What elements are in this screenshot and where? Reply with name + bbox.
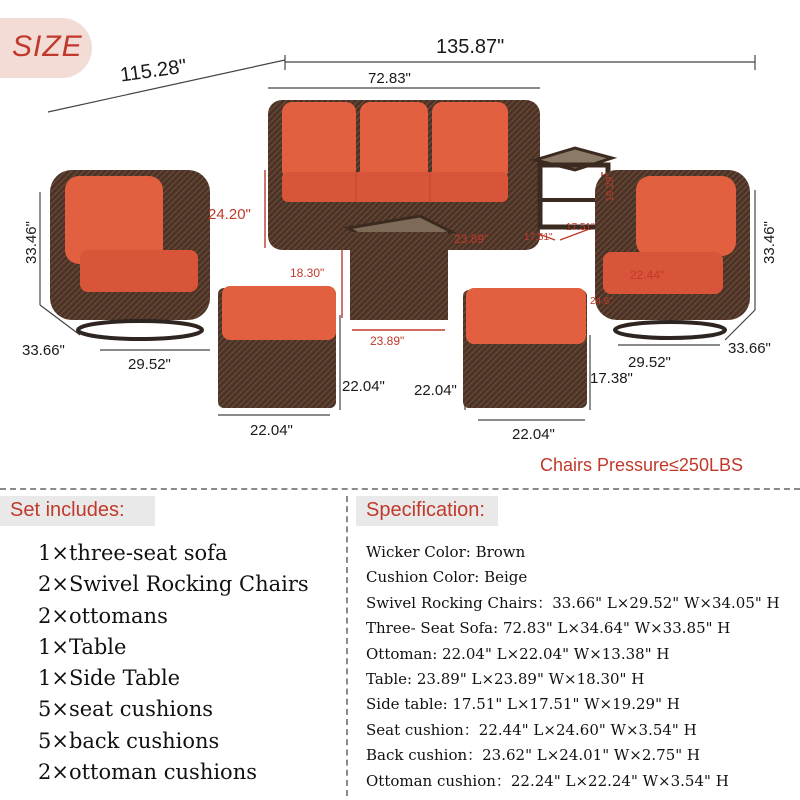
list-item: 5×seat cushions [38,697,214,722]
list-item: 1×Table [38,634,127,659]
list-item: Swivel Rocking Chairs：33.66" L×29.52" W×34.05" H [366,593,780,612]
right-chair-height-label: 33.46" [760,221,778,264]
list-item: Three- Seat Sofa: 72.83" L×34.64" W×33.85" H [366,619,731,638]
chair-seat-height-label: 24.6" [590,296,614,307]
list-item: 1×Side Table [38,666,181,691]
specification-header [356,496,498,526]
sofa-length-label: 72.83" [368,70,411,87]
side-table-height-label: 19.29" [604,173,616,202]
list-item: 2×ottoman cushions [38,760,258,785]
list-item: Wicker Color: Brown [366,543,526,561]
sofa-height-label: 24.20" [208,206,251,223]
list-item: 2×Swivel Rocking Chairs [38,572,309,597]
right-ottoman-width-label: 22.04" [512,426,555,443]
right-ottoman [463,288,587,408]
set-includes-header [0,496,155,526]
chair-seat-width-label: 22.44" [630,268,665,282]
right-chair-depth-label: 33.66" [728,340,771,357]
list-item: 2×ottomans [38,603,168,628]
specification-heading: Specification: [366,499,485,521]
table-width-label: 23.89" [370,334,405,348]
list-item: 5×back cushions [38,728,220,753]
table-height-label: 18.30" [290,266,325,280]
chairs-pressure-note: Chairs Pressure≤250LBS [540,455,743,475]
left-ottoman [218,286,336,408]
right-ottoman-height-label: 17.38" [590,370,633,387]
right-swivel-chair [595,170,750,338]
table-depth-label: 23.89" [454,232,489,246]
specification-list [366,540,780,794]
list-item: Seat cushion：22.44" L×24.60" W×3.54" H [366,720,697,739]
left-chair-depth-label: 33.66" [22,342,65,359]
coffee-table [348,216,452,320]
set-includes-list [38,538,309,788]
right-chair-width-label: 29.52" [628,354,671,371]
list-item: Side table: 17.51" L×17.51" W×19.29" H [366,695,680,714]
size-tag-label: SIZE [12,30,83,63]
list-item: 1×three-seat sofa [38,541,228,565]
column-divider [346,496,348,796]
list-item: Ottoman: 22.04" L×22.04" W×13.38" H [366,644,670,663]
side-table-depth-label: 17.51" [566,222,595,233]
left-chair-height-label: 33.46" [22,221,40,264]
list-item: Ottoman cushion：22.24" L×22.24" W×3.54" H [366,771,729,790]
side-table-width-label: 17.51" [524,232,553,243]
set-includes-heading: Set includes: [10,499,125,521]
left-ottoman-height-label: 22.04" [342,378,385,395]
left-swivel-chair [50,170,210,339]
overall-width-label: 135.87" [436,36,505,58]
right-ottoman-depth-label: 22.04" [414,382,457,399]
list-item: Table: 23.89" L×23.89" W×18.30" H [366,670,645,689]
left-ottoman-width-label: 22.04" [250,422,293,439]
list-item: Back cushion：23.62" L×24.01" W×2.75" H [366,746,701,765]
overall-depth-label: 115.28" [118,55,188,87]
section-divider [0,488,800,490]
left-chair-width-label: 29.52" [128,356,171,373]
list-item: Cushion Color: Beige [366,568,528,587]
